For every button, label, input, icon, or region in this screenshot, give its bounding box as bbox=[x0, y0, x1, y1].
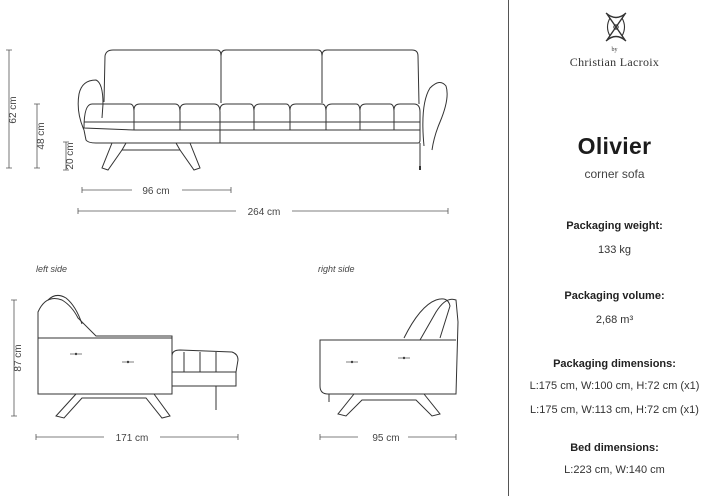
left-side-body bbox=[38, 299, 172, 395]
front-view bbox=[78, 50, 447, 170]
packaging-weight-value: 133 kg bbox=[597, 244, 632, 256]
back-cushion-middle bbox=[221, 50, 322, 103]
packaging-volume-value: 2,68 m³ bbox=[595, 314, 634, 326]
seat-cushion-5 bbox=[254, 104, 290, 130]
packaging-weight-label: Packaging weight: bbox=[566, 220, 663, 232]
right-arm bbox=[423, 82, 447, 150]
right-side-label: right side bbox=[318, 264, 355, 274]
height-total-label: 62 cm bbox=[8, 96, 19, 124]
left-side-back-cushion bbox=[48, 295, 82, 324]
packaging-dimensions-line-1: L:175 cm, W:100 cm, H:72 cm (x1) bbox=[529, 380, 700, 392]
bed-dimensions-value: L:223 cm, W:140 cm bbox=[564, 464, 665, 476]
bed-dimensions-label: Bed dimensions: bbox=[570, 442, 659, 454]
brand-by: by bbox=[611, 47, 618, 53]
product-title: Olivier bbox=[577, 133, 652, 159]
left-side-dimension-lines bbox=[11, 300, 238, 440]
seat-cushion-4 bbox=[220, 104, 254, 130]
seat-cushion-2 bbox=[134, 104, 180, 130]
left-side-label: left side bbox=[36, 264, 68, 274]
product-subtitle: corner sofa bbox=[584, 167, 645, 181]
seat-cushion-6 bbox=[290, 104, 326, 130]
leg-detail bbox=[122, 143, 180, 150]
right-side-view bbox=[320, 299, 458, 416]
seat-height-label: 20 cm bbox=[65, 142, 76, 170]
packaging-dimensions-line-2: L:175 cm, W:113 cm, H:72 cm (x1) bbox=[530, 404, 699, 416]
leg-frame bbox=[102, 143, 200, 170]
packaging-dimensions-label: Packaging dimensions: bbox=[553, 358, 676, 370]
brand-name: Christian Lacroix bbox=[569, 55, 660, 69]
info-panel bbox=[509, 0, 720, 496]
right-side-back-cushion bbox=[404, 299, 450, 338]
seat-cushion-3 bbox=[180, 104, 220, 130]
base-right bbox=[220, 130, 420, 143]
left-depth-label: 171 cm bbox=[115, 433, 149, 444]
height-back-label: 48 cm bbox=[36, 122, 47, 150]
back-cushion-left bbox=[104, 50, 221, 103]
left-side-legs bbox=[56, 394, 170, 418]
back-cushion-right bbox=[322, 50, 419, 104]
right-depth-label: 95 cm bbox=[372, 433, 400, 444]
right-leg-foot bbox=[419, 166, 421, 170]
side-height-label: 87 cm bbox=[13, 344, 24, 372]
right-side-body bbox=[320, 299, 458, 394]
front-dimension-lines bbox=[6, 50, 448, 214]
seat-cushion-7 bbox=[326, 104, 360, 130]
seat-cushion-1 bbox=[84, 104, 134, 130]
brand-logo-icon bbox=[601, 10, 631, 44]
left-side-chaise bbox=[172, 350, 238, 386]
total-width-label: 264 cm bbox=[247, 207, 281, 218]
right-side-legs bbox=[338, 394, 440, 416]
left-side-chaise-tufts bbox=[184, 352, 216, 372]
module-width-label: 96 cm bbox=[142, 186, 170, 197]
seat-cushion-9 bbox=[394, 104, 420, 130]
base-left bbox=[84, 130, 220, 143]
left-side-view bbox=[38, 295, 238, 418]
seat-cushion-8 bbox=[360, 104, 394, 130]
packaging-volume-label: Packaging volume: bbox=[564, 290, 665, 302]
